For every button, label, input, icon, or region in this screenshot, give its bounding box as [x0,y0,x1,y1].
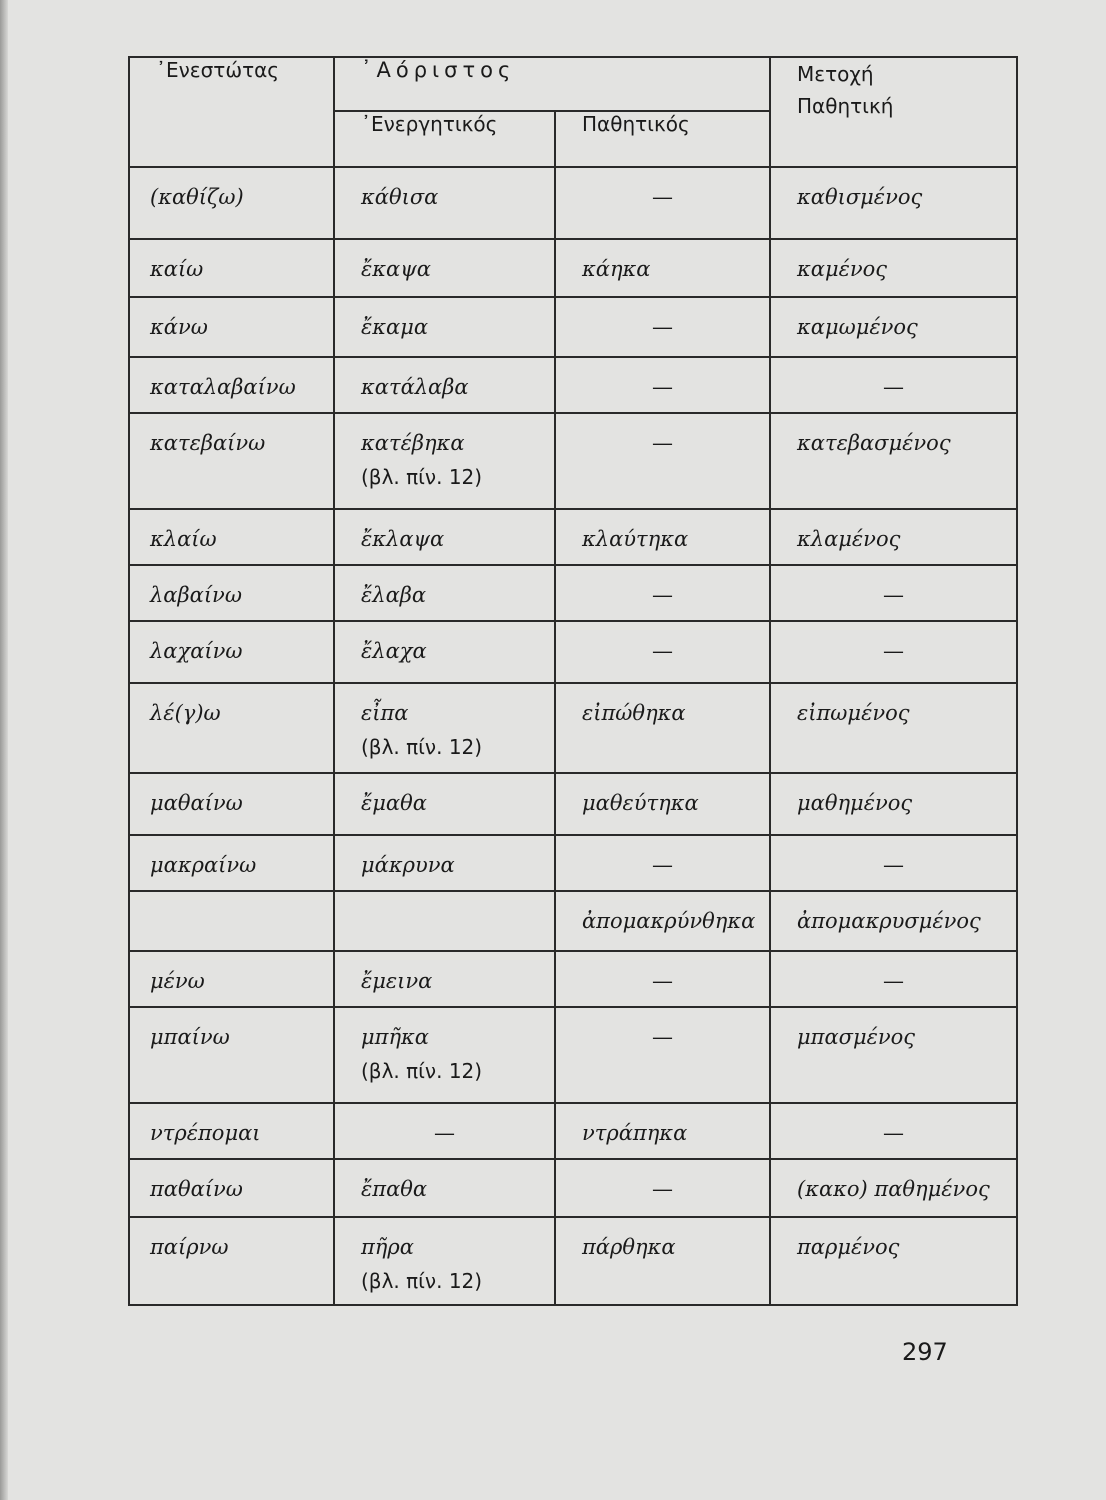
cell-participle-text: ἀπομακρυσμένος [797,909,981,933]
table-row [129,565,1017,621]
cell-participle [770,413,1017,509]
cell-participle [770,1007,1017,1103]
table-row [129,1007,1017,1103]
cell-active [334,1217,555,1305]
cell-active-text: πῆρα [361,1235,414,1259]
cell-passive-text: — [652,969,673,993]
table-row [129,1159,1017,1217]
cell-present-text: κατεβαίνω [150,431,266,455]
cell-active-text: εἶπα [361,701,409,725]
cell-passive-text: — [652,583,673,607]
cell-present-text: παθαίνω [150,1177,243,1201]
cell-present [129,773,334,835]
cell-present [129,239,334,297]
table-row [129,683,1017,773]
table-header [129,57,1017,167]
cell-participle-text: εἰπωμένος [797,701,910,725]
cell-passive [555,951,770,1007]
cell-active-text: μπῆκα [361,1025,429,1049]
cell-passive [555,413,770,509]
cell-participle-text: — [883,853,904,877]
cell-passive [555,621,770,683]
header-participle [770,57,1017,167]
cell-participle [770,239,1017,297]
header-present: ᾿Ενεστώτας [129,57,334,167]
cell-passive-text: ντράπηκα [582,1121,688,1145]
cell-active [334,773,555,835]
cell-active [334,413,555,509]
cell-passive-text: εἰπώθηκα [582,701,686,725]
cell-participle [770,891,1017,951]
cell-active-text: ἔκαμα [361,315,429,339]
cell-active [334,1103,555,1159]
cell-active [334,1007,555,1103]
cell-participle-text: — [883,969,904,993]
cell-present-text: (καθίζω) [150,185,244,209]
table-row [129,167,1017,239]
table-row [129,951,1017,1007]
table-row [129,1103,1017,1159]
table-row [129,891,1017,951]
cell-present [129,1217,334,1305]
cell-present [129,1103,334,1159]
cell-participle-text: — [883,639,904,663]
cell-passive-text: — [652,1177,673,1201]
cell-passive [555,565,770,621]
cell-passive [555,1007,770,1103]
cell-active-text: ἔλαχα [361,639,427,663]
cell-passive [555,509,770,565]
cell-active [334,835,555,891]
cell-present [129,413,334,509]
table-row [129,357,1017,413]
cell-passive [555,239,770,297]
cell-passive-text: — [652,185,673,209]
cell-participle-text: κατεβασμένος [797,431,951,455]
cell-active-text: ἔπαθα [361,1177,428,1201]
cell-active-text: ἔμαθα [361,791,427,815]
cell-participle-text: καθισμένος [797,185,923,209]
cell-passive [555,1103,770,1159]
cell-participle [770,1103,1017,1159]
cell-passive [555,297,770,357]
cell-active-text: ἔκλαψα [361,527,445,551]
header-passive: Παθητικός [555,111,770,167]
cell-present-text: κλαίω [150,527,217,551]
cell-present [129,951,334,1007]
cell-active-text: μάκρυνα [361,853,455,877]
cell-present-text: μένω [150,969,205,993]
cell-active-text: κατέβηκα [361,431,465,455]
cell-active-text: κατάλαβα [361,375,469,399]
cell-participle [770,509,1017,565]
cell-present-text: μακραίνω [150,853,257,877]
cell-passive [555,773,770,835]
cell-present [129,167,334,239]
page-edge-shadow [0,0,8,1500]
cell-active-note: (βλ. πίν. 12) [361,1269,483,1293]
cell-present-text: καίω [150,257,204,281]
cell-participle-text: μπασμένος [797,1025,916,1049]
cell-active-note: (βλ. πίν. 12) [361,465,483,489]
cell-present-text: καταλαβαίνω [150,375,296,399]
cell-participle [770,565,1017,621]
table-row [129,773,1017,835]
cell-active [334,1159,555,1217]
cell-participle [770,357,1017,413]
cell-passive-text: κλαύτηκα [582,527,689,551]
cell-participle-text: καμένος [797,257,888,281]
cell-passive [555,357,770,413]
cell-present-text: λέ(γ)ω [150,701,221,725]
header-participle-line2: Παθητική [797,94,894,118]
cell-passive [555,1159,770,1217]
cell-participle-text: — [883,1121,904,1145]
cell-active [334,565,555,621]
header-active: ᾿Ενεργητικός [334,111,555,167]
table-row [129,621,1017,683]
cell-participle [770,683,1017,773]
cell-participle [770,773,1017,835]
table-row [129,509,1017,565]
cell-active [334,951,555,1007]
header-aorist: ᾿Αόριστος [334,57,770,111]
cell-passive-text: — [652,315,673,339]
cell-passive-text: πάρθηκα [582,1235,676,1259]
cell-passive-text: — [652,639,673,663]
cell-participle-text: παρμένος [797,1235,900,1259]
table-row [129,239,1017,297]
table-row [129,413,1017,509]
cell-present [129,1159,334,1217]
cell-participle [770,297,1017,357]
cell-passive [555,167,770,239]
cell-present [129,891,334,951]
verb-table [128,56,1018,1306]
cell-active [334,297,555,357]
cell-present [129,357,334,413]
page-number: 297 [902,1338,948,1366]
cell-present-text: παίρνω [150,1235,229,1259]
cell-present [129,835,334,891]
cell-active [334,509,555,565]
cell-active [334,891,555,951]
cell-active-text: ἔμεινα [361,969,433,993]
cell-participle [770,1159,1017,1217]
cell-participle-text: (κακο) παθημένος [797,1177,990,1201]
cell-active [334,683,555,773]
cell-passive [555,1217,770,1305]
cell-active [334,239,555,297]
cell-participle-text: — [883,583,904,607]
cell-active-text: — [434,1121,455,1145]
cell-passive [555,835,770,891]
cell-present [129,621,334,683]
cell-present-text: μαθαίνω [150,791,243,815]
cell-present-text: λαχαίνω [150,639,243,663]
cell-passive-text: κάηκα [582,257,651,281]
cell-passive [555,891,770,951]
cell-participle-text: μαθημένος [797,791,913,815]
cell-participle [770,835,1017,891]
cell-present-text: κάνω [150,315,208,339]
cell-passive-text: ἀπομακρύνθηκα [582,909,756,933]
cell-present [129,509,334,565]
cell-present-text: λαβαίνω [150,583,242,607]
cell-present [129,683,334,773]
cell-passive-text: — [652,431,673,455]
cell-participle-text: καμωμένος [797,315,918,339]
cell-active [334,621,555,683]
cell-active-note: (βλ. πίν. 12) [361,735,483,759]
cell-participle [770,951,1017,1007]
table-row [129,297,1017,357]
cell-participle-text: — [883,375,904,399]
cell-participle [770,1217,1017,1305]
table-body [129,167,1017,1305]
cell-passive [555,683,770,773]
cell-passive-text: — [652,1025,673,1049]
cell-passive-text: μαθεύτηκα [582,791,699,815]
cell-passive-text: — [652,375,673,399]
cell-present-text: ντρέπομαι [150,1121,261,1145]
cell-participle-text: κλαμένος [797,527,901,551]
cell-active-text: κάθισα [361,185,439,209]
header-participle-line1: Μετοχή [797,62,874,86]
cell-present [129,565,334,621]
cell-active-text: ἔλαβα [361,583,427,607]
cell-active-note: (βλ. πίν. 12) [361,1059,483,1083]
cell-present [129,1007,334,1103]
cell-active-text: ἔκαψα [361,257,431,281]
cell-participle [770,167,1017,239]
cell-passive-text: — [652,853,673,877]
table-row [129,1217,1017,1305]
cell-participle [770,621,1017,683]
cell-present [129,297,334,357]
cell-active [334,167,555,239]
table-row [129,835,1017,891]
cell-active [334,357,555,413]
cell-present-text: μπαίνω [150,1025,230,1049]
